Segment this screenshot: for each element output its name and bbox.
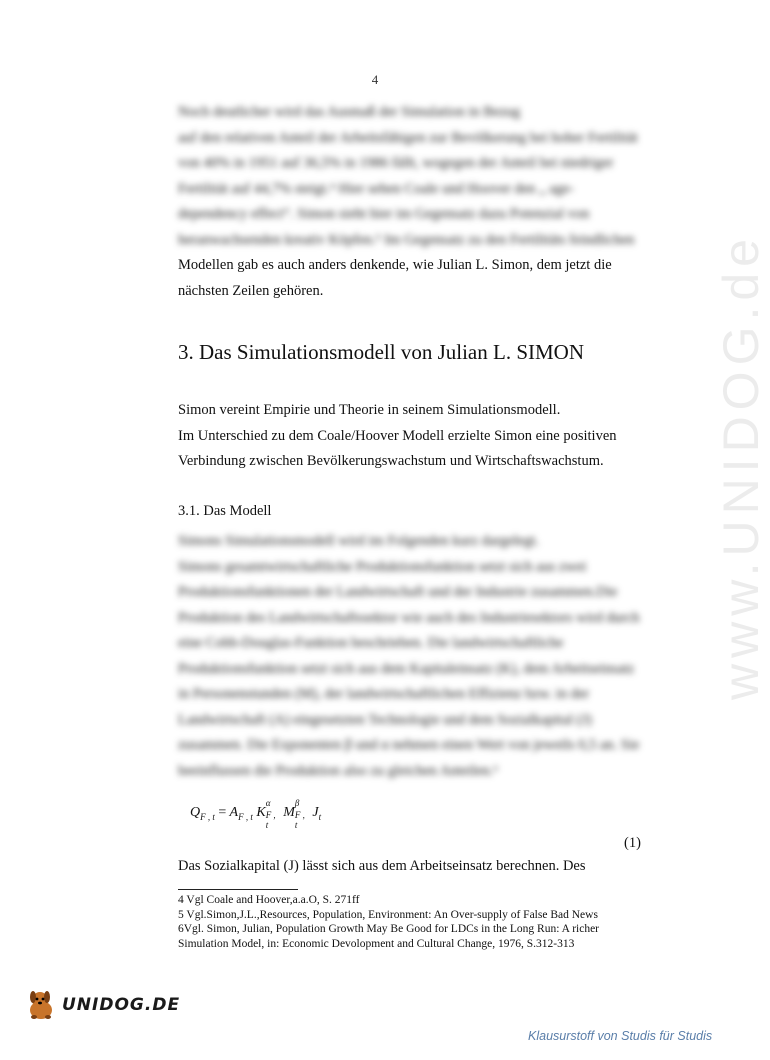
formula-sub: F , t (200, 811, 215, 822)
blurred-text-line: zusammen. Die Exponenten β und α nehmen einen Wert von jeweils 0,5 an. Sie (178, 737, 640, 753)
production-formula (190, 797, 322, 830)
blurred-text-line: Fertilität auf 44,7% steigt.⁴ Hier sehen Coale und Hoover den „ age- (178, 180, 575, 197)
blurred-text-line: in Personenstunden (M), der landwirtschaftlichen Effizienz bzw. in der (178, 686, 590, 702)
blurred-text-line: eine Cobb-Douglas-Funktion beschrieben. Die landwirtschaftliche (178, 635, 564, 651)
footnote: 6Vgl. Simon, Julian, Population Growth May Be Good for LDCs in the Long Run: A richer (178, 923, 600, 935)
footnote: 4 Vgl Coale and Hoover,a.a.O, S. 271ff (178, 894, 360, 906)
blurred-text-line: von 40% in 1951 auf 36,5% in 1986 fällt, wogegen der Anteil bei niedriger (178, 155, 614, 171)
page-number: 4 (371, 72, 379, 87)
section-heading: 3. Das Simulationsmodell von Julian L. SIMON (178, 340, 584, 364)
blurred-text-line: Noch deutlicher wird das Ausmaß der Simulation in Bezug (178, 104, 521, 120)
formula-sub-t: t (318, 811, 322, 822)
logo-text: UNIDOG.DE (62, 995, 181, 1015)
footnote: Simulation Model, in: Economic Devolopment and Cultural Change, 1976, S.312-313 (178, 937, 575, 950)
unidog-logo[interactable] (24, 988, 180, 1022)
formula-sub: F , t (294, 809, 305, 830)
text-line: Modellen gab es auch anders denkende, wie Julian L. Simon, dem jetzt die (178, 257, 612, 273)
formula-m: M (283, 805, 295, 820)
tagline: Klausurstoff von Studis für Studis (528, 1029, 713, 1043)
blurred-text-line: Landwirtschaft (A) eingesetzten Technologie und dem Sozialkapital (J) (178, 711, 592, 728)
blurred-text-line: Produktionsfunktion setzt sich aus dem Kapitaleinsatz (K), dem Arbeitseinsatz (178, 660, 635, 677)
text-line: Simon vereint Empirie und Theorie in seinem Simulationsmodell. (178, 402, 561, 418)
equation-number: (1) (624, 835, 641, 851)
blurred-text-line: Produktionsfunktionen der Landwirtschaft und der Industrie zusammen.Die (178, 584, 618, 600)
formula-a: A (229, 805, 239, 820)
formula-j: J (312, 805, 319, 820)
section-intro-paragraph (178, 398, 668, 475)
blurred-text-line: Simons gesamtwirtschaftliche Produktionsfunktion setzt sich aus zwei (178, 558, 587, 575)
formula-k: K (256, 805, 266, 820)
dog-icon (24, 988, 58, 1022)
formula-sub: F , t (238, 811, 253, 822)
footnote-divider (178, 889, 298, 890)
footnotes (178, 893, 658, 951)
blurred-text-line: Simons Simulationsmodell wird im Folgenden kurz dargelegt. (178, 533, 539, 549)
text-line: nächsten Zeilen gehören. (178, 282, 324, 299)
formula-equals: = (218, 805, 227, 820)
text-line: Verbindung zwischen Bevölkerungswachstum und Wirtschaftswachstum. (178, 453, 604, 469)
blurred-text-line: dependency effect“. Simon sieht hier im Gegensatz dazu Potenzial von (178, 206, 590, 222)
model-paragraph (178, 529, 668, 784)
formula-sub: F , t (265, 809, 276, 830)
text-line: Im Unterschied zu dem Coale/Hoover Modell erzielte Simon eine positiven (178, 427, 617, 444)
formula-q: Q (190, 805, 201, 820)
footnote: 5 Vgl.Simon,J.L.,Resources, Population, Environment: An Over-supply of False Bad News (178, 908, 598, 921)
blurred-text-line: Produktion des Landwirtschaftssektor wie auch des Industriesektors wird durch (178, 609, 640, 626)
text-line: Das Sozialkapital (J) lässt sich aus dem Arbeitseinsatz berechnen. Des (178, 858, 586, 874)
watermark: www.UNIDOG.de (713, 233, 769, 700)
formula-alpha: α (265, 797, 271, 808)
intro-paragraph (178, 100, 668, 304)
blurred-text-line: beeinflussen die Produktion also zu gleichen Anteilen.⁶ (178, 762, 499, 779)
blurred-text-line: heranwachsenden kreativ Köpfen.⁵ Im Gegensatz zu den Fertilitäts feindlichen (178, 231, 635, 248)
formula-beta: β (294, 797, 300, 808)
blurred-text-line: auf den relativen Anteil der Arbeitsfähigen zur Bevölkerung bei hoher Fertilität (178, 129, 638, 146)
subsection-heading: 3.1. Das Modell (178, 503, 272, 519)
